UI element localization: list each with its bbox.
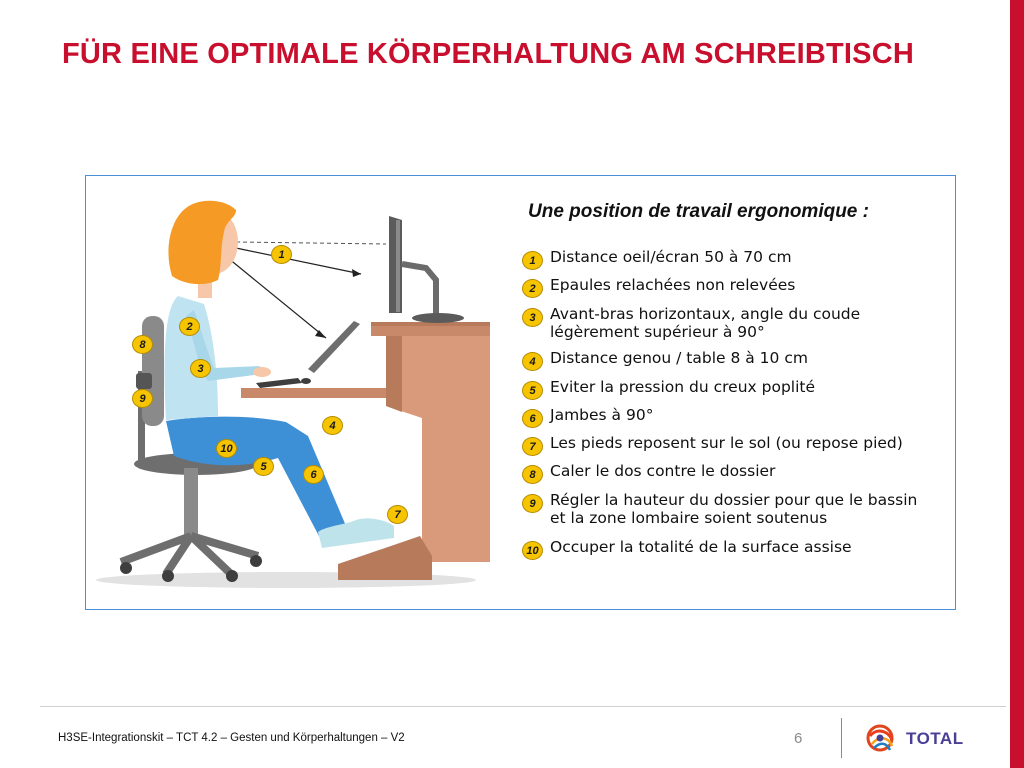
legend-text-8: Caler le dos contre le dossier <box>550 462 776 480</box>
legend-item-4 <box>522 349 808 371</box>
keyboard <box>256 378 311 388</box>
footer-rule <box>40 706 1006 707</box>
legend-item-1 <box>522 248 792 270</box>
legend-item-9 <box>522 491 917 527</box>
callout-badge-8: 8 <box>132 335 153 354</box>
legend-badge-2: 2 <box>522 279 543 298</box>
legend-badge-9: 9 <box>522 494 543 513</box>
right-edge-accent-gap <box>1006 0 1010 768</box>
workstation-illustration <box>86 176 526 609</box>
callout-badge-3: 3 <box>190 359 211 378</box>
callout-badge-4: 4 <box>322 416 343 435</box>
footer-divider <box>841 718 842 758</box>
callout-badge-1: 1 <box>271 245 292 264</box>
legend-title: Une position de travail ergonomique : <box>528 201 869 222</box>
sightline-screen <box>236 248 361 274</box>
legend-text-10: Occuper la totalité de la surface assise <box>550 538 852 556</box>
legend-badge-6: 6 <box>522 409 543 428</box>
legend-text-1: Distance oeil/écran 50 à 70 cm <box>550 248 792 266</box>
sightline-dashed <box>236 242 386 244</box>
page-number: 6 <box>794 730 803 747</box>
legend-item-8 <box>522 462 775 484</box>
legend-text-2: Epaules relachées non relevées <box>550 276 796 294</box>
footer-text: H3SE-Integrationskit – TCT 4.2 – Gesten und Körperhaltungen – V2 <box>58 732 405 744</box>
monitor <box>389 216 464 323</box>
right-edge-accent-bar <box>1010 0 1024 768</box>
legend-item-10 <box>522 538 852 560</box>
legend-item-5 <box>522 378 815 400</box>
sightline-document <box>228 258 326 338</box>
document-holder <box>308 321 360 373</box>
logo-text: TOTAL <box>906 729 964 748</box>
legend-badge-1: 1 <box>522 251 543 270</box>
legend-text-3: Avant-bras horizontaux, angle du coude légèrement supérieur à 90° <box>550 305 861 341</box>
ergonomics-figure <box>85 175 956 610</box>
callout-badge-9: 9 <box>132 389 153 408</box>
legend-item-6 <box>522 406 653 428</box>
callout-badge-5: 5 <box>253 457 274 476</box>
legend-badge-4: 4 <box>522 352 543 371</box>
legend-item-2 <box>522 276 795 298</box>
legend-badge-7: 7 <box>522 437 543 456</box>
legend-text-6: Jambes à 90° <box>550 406 654 424</box>
callout-badge-2: 2 <box>179 317 200 336</box>
legend-text-9: Régler la hauteur du dossier pour que le bassin et la zone lombaire soient soutenus <box>550 491 918 527</box>
legend-badge-5: 5 <box>522 381 543 400</box>
callout-badge-7: 7 <box>387 505 408 524</box>
legend-badge-3: 3 <box>522 308 543 327</box>
legend-text-5: Eviter la pression du creux poplité <box>550 378 816 396</box>
legend-text-4: Distance genou / table 8 à 10 cm <box>550 349 808 367</box>
legend-badge-10: 10 <box>522 541 543 560</box>
callout-badge-10: 10 <box>216 439 237 458</box>
legend-item-7 <box>522 434 903 456</box>
legend-badge-8: 8 <box>522 465 543 484</box>
slide-title: FÜR EINE OPTIMALE KÖRPERHALTUNG AM SCHREIBTISCH <box>62 38 915 70</box>
callout-badge-6: 6 <box>303 465 324 484</box>
legend-text-7: Les pieds reposent sur le sol (ou repose pied) <box>550 434 903 452</box>
legend-item-3 <box>522 305 860 341</box>
